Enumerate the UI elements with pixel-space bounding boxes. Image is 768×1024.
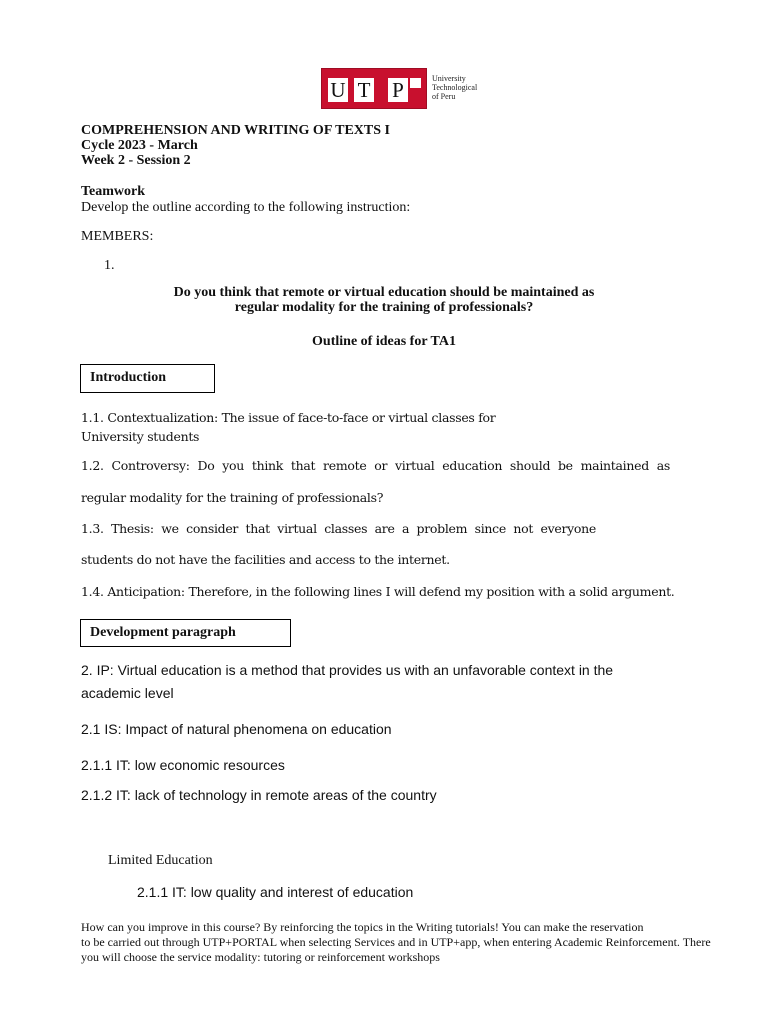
ip-line-1: 2. IP: Virtual education is a method that provides us with an unfavorable context in the xyxy=(81,662,614,678)
logo-caption xyxy=(432,74,477,101)
footer-line-1: How can you improve in this course? By reinforcing the topics in the Writing tutorials! You can make the reservation xyxy=(81,920,644,934)
question-line-1: Do you think that remote or virtual education should be maintained as xyxy=(173,285,595,300)
member-number: 1. xyxy=(104,258,115,273)
development-heading: Development paragraph xyxy=(80,619,291,647)
members-label: MEMBERS: xyxy=(81,229,154,244)
contextualization-line-2: University students xyxy=(81,429,200,444)
logo-block xyxy=(410,78,421,88)
cycle-label: Cycle 2023 - March xyxy=(81,138,198,153)
it-line-2: 2.1.2 IT: lack of technology in remote areas of the country xyxy=(81,787,437,803)
outline-title: Outline of ideas for TA1 xyxy=(312,334,456,349)
controversy-line-2: regular modality for the training of professionals? xyxy=(81,490,384,505)
logo-letter-t: T xyxy=(354,78,374,102)
footer-line-3: you will choose the service modality: tutoring or reinforcement workshops xyxy=(81,950,440,964)
footer-line-2: to be carried out through UTP+PORTAL when selecting Services and in UTP+app, when entering Academic Reinforcement. There xyxy=(81,935,711,949)
logo-caption-line: of Peru xyxy=(432,92,456,101)
logo-caption-line: Technological xyxy=(432,83,478,92)
introduction-heading: Introduction xyxy=(80,364,215,393)
question-line-2: regular modality for the training of professionals? xyxy=(234,300,534,315)
logo-letter-p: P xyxy=(388,78,408,102)
it-line-3: 2.1.1 IT: low quality and interest of education xyxy=(137,884,414,900)
utp-logo xyxy=(321,68,427,109)
thesis-line-1: 1.3. Thesis: we consider that virtual classes are a problem since not everyone xyxy=(81,521,596,536)
thesis-line-2: students do not have the facilities and access to the internet. xyxy=(81,552,450,567)
controversy-line-1: 1.2. Controversy: Do you think that remote or virtual education should be maintained as xyxy=(81,458,670,473)
contextualization-line-1: 1.1. Contextualization: The issue of face-to-face or virtual classes for xyxy=(81,410,496,425)
it-line-1: 2.1.1 IT: low economic resources xyxy=(81,757,285,773)
logo-caption-line: University xyxy=(432,74,466,83)
anticipation-text: 1.4. Anticipation: Therefore, in the following lines I will defend my position with a solid argument. xyxy=(81,584,675,599)
course-title: COMPREHENSION AND WRITING OF TEXTS I xyxy=(81,123,390,138)
limited-education-label: Limited Education xyxy=(108,853,213,868)
is-line: 2.1 IS: Impact of natural phenomena on education xyxy=(81,721,392,737)
ip-line-2: academic level xyxy=(81,685,174,701)
logo-letter-u: U xyxy=(328,78,348,102)
teamwork-label: Teamwork xyxy=(81,184,146,199)
week-label: Week 2 - Session 2 xyxy=(81,153,191,168)
instruction-text: Develop the outline according to the following instruction: xyxy=(81,200,411,215)
